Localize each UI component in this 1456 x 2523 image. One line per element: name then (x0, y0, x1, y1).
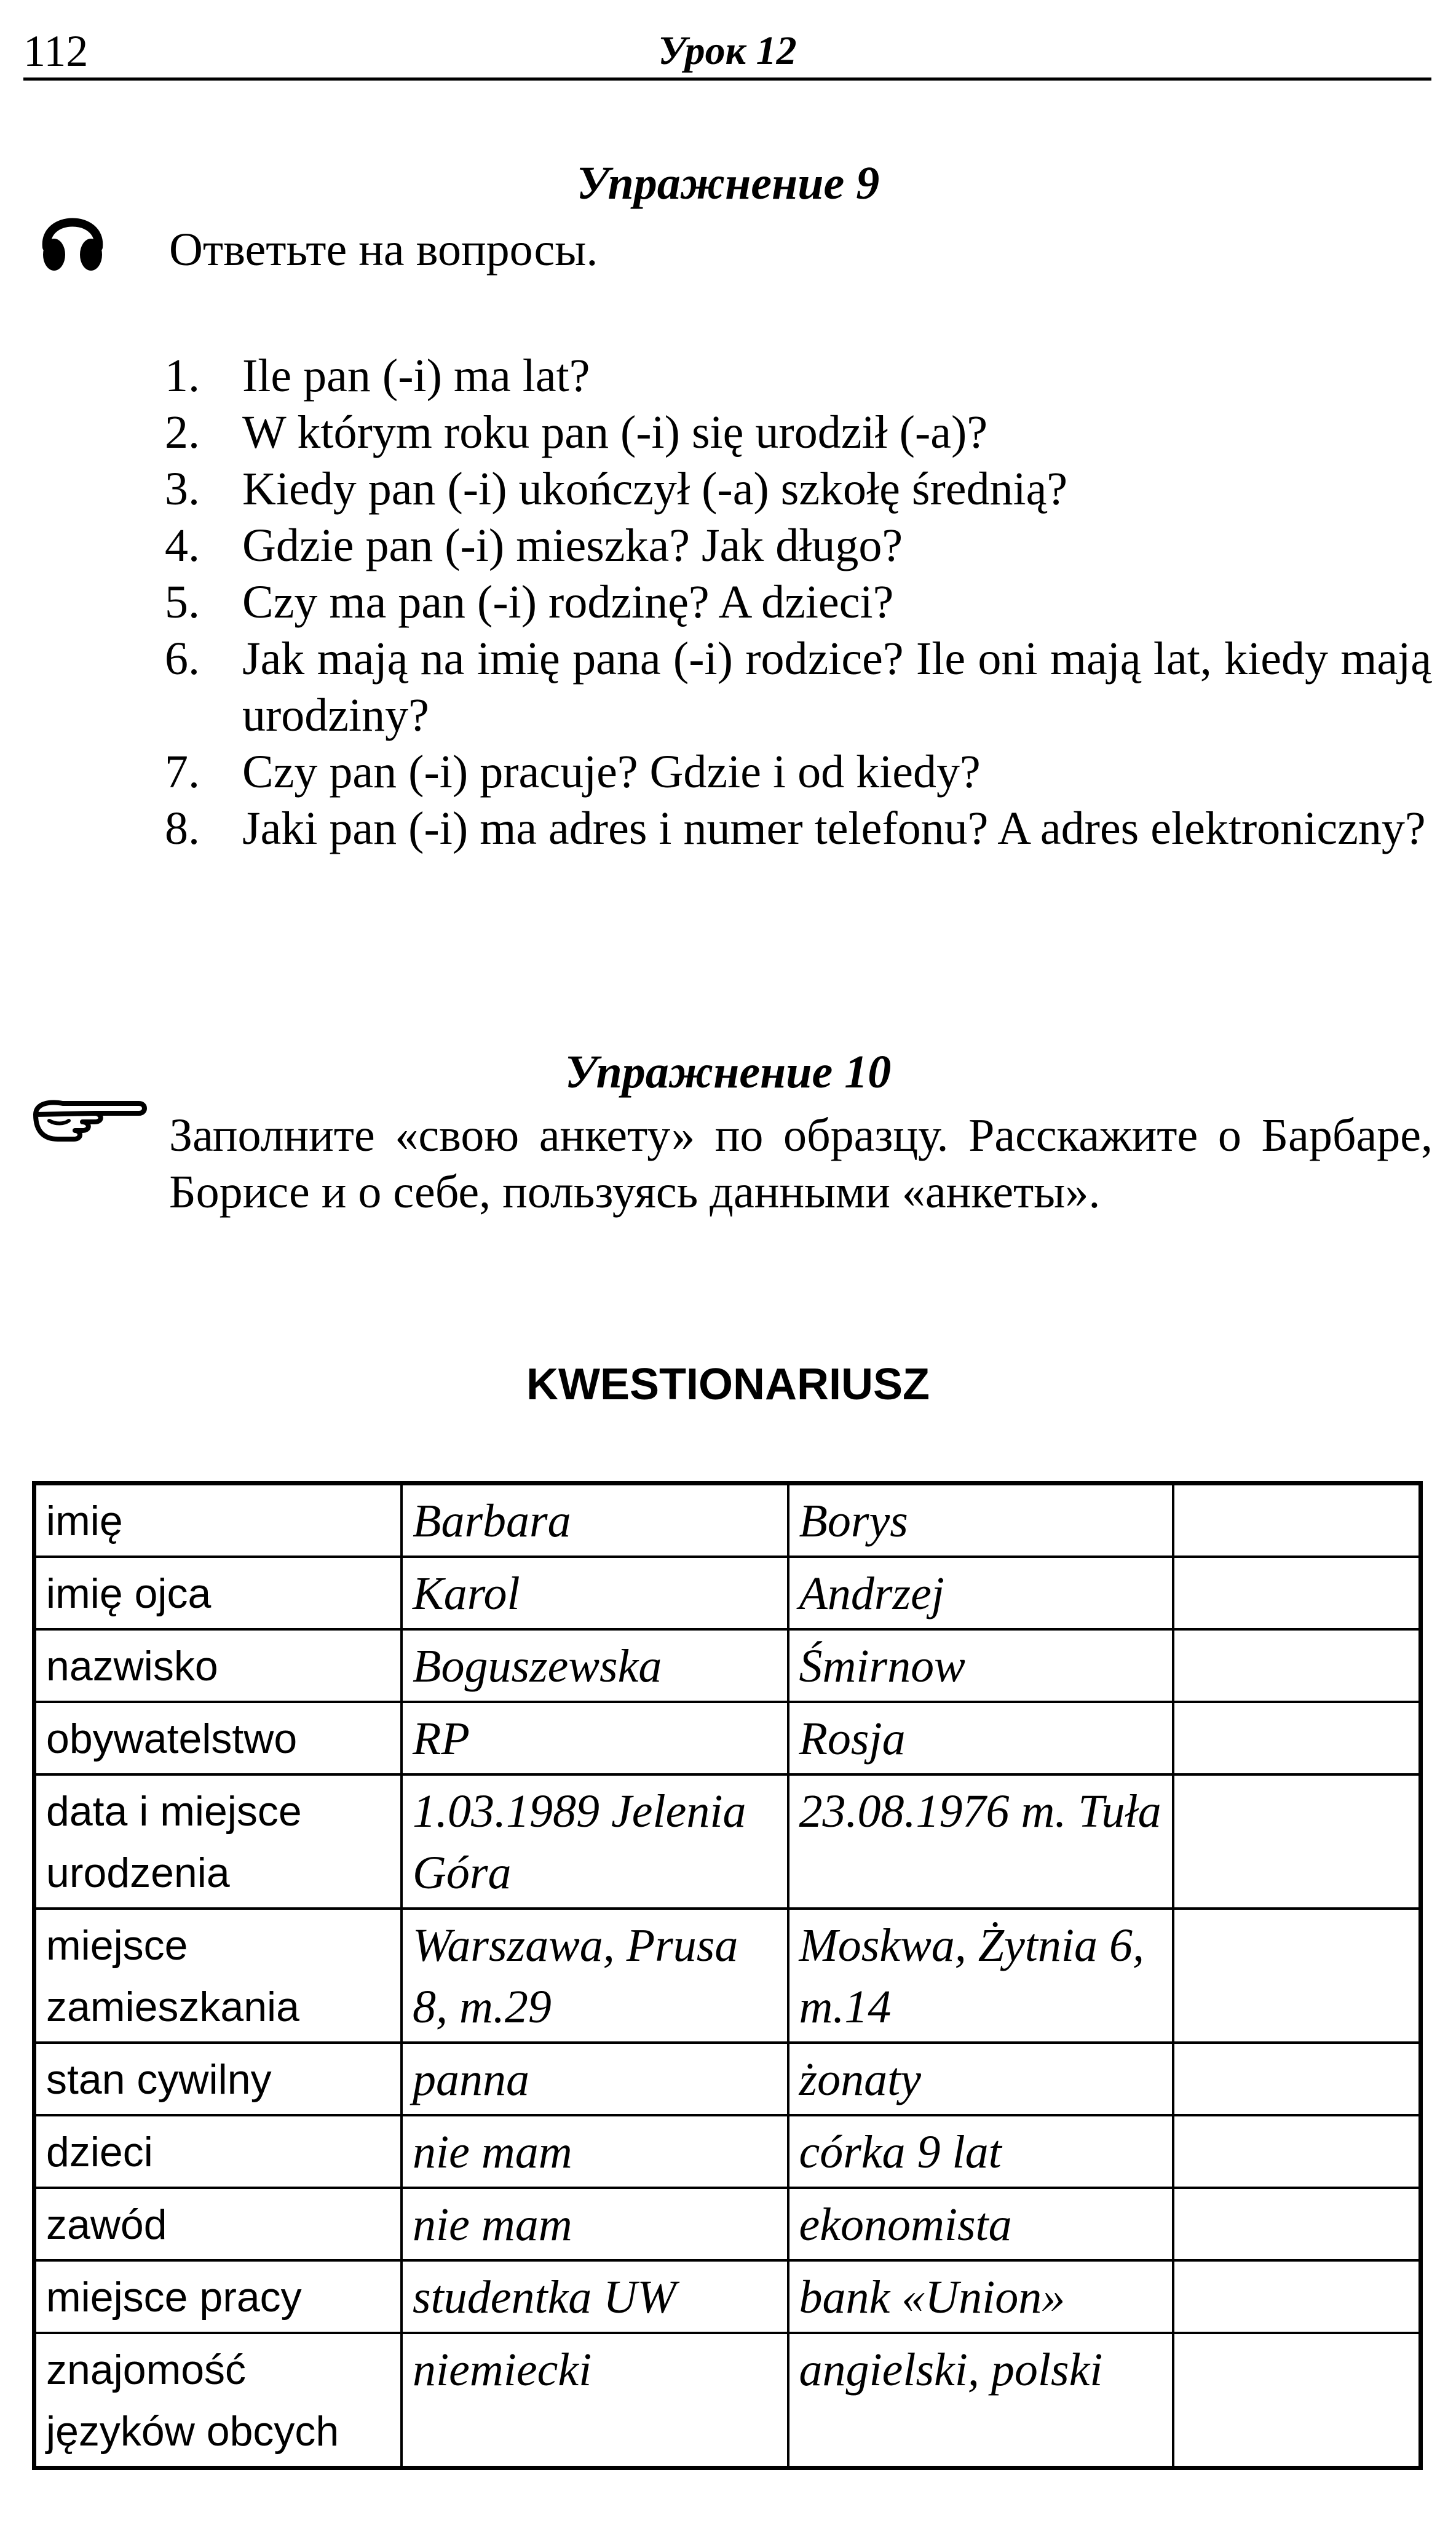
list-item (165, 517, 1431, 574)
borys-value: 23.08.1976 m. Tuła (788, 1774, 1173, 1909)
question-number: 5. (165, 576, 200, 628)
barbara-value: Warszawa, Prusa 8, m.29 (402, 1909, 788, 2043)
list-item (165, 744, 1431, 800)
field-label: imię ojca (34, 1557, 402, 1629)
question-text: Czy ma pan (-i) rodzinę? A dzieci? (242, 576, 894, 628)
table-row (34, 1909, 1421, 2043)
list-item (165, 404, 1431, 461)
field-label: zawód (34, 2188, 402, 2260)
question-text: Ile pan (-i) ma lat? (242, 350, 590, 402)
table-row (34, 2115, 1421, 2188)
question-text: Kiedy pan (-i) ukończył (-a) szkołę średnią? (242, 463, 1068, 515)
own-answer-cell[interactable] (1173, 1484, 1421, 1557)
headphones-icon (36, 203, 109, 276)
exercise-10-instruction: Заполните «свою анкету» по образцу. Расскажите о Барбаре, Борисе и о себе, пользуясь данными «анкеты». (169, 1110, 1433, 1218)
field-label: miejsce zamieszkania (34, 1909, 402, 2043)
list-item (165, 630, 1431, 744)
barbara-value: niemiecki (402, 2333, 788, 2468)
field-label: imię (34, 1484, 402, 1557)
table-row (34, 1629, 1421, 1702)
borys-value: żonaty (788, 2043, 1173, 2115)
pointing-hand-icon (31, 1090, 148, 1151)
own-answer-cell[interactable] (1173, 1774, 1421, 1909)
field-label: dzieci (34, 2115, 402, 2188)
barbara-value: RP (402, 1702, 788, 1774)
field-label: stan cywilny (34, 2043, 402, 2115)
running-head: Урок 12 (658, 28, 797, 73)
own-answer-cell[interactable] (1173, 1629, 1421, 1702)
field-label: data i miejsce urodzenia (34, 1774, 402, 1909)
question-number: 3. (165, 463, 200, 515)
questionnaire-table (32, 1481, 1423, 2470)
own-answer-cell[interactable] (1173, 1909, 1421, 2043)
list-item (165, 348, 1431, 404)
field-label: obywatelstwo (34, 1702, 402, 1774)
borys-value: angielski, polski (788, 2333, 1173, 2468)
barbara-value: Boguszewska (402, 1629, 788, 1702)
borys-value: Moskwa, Żytnia 6, m.14 (788, 1909, 1173, 2043)
borys-value: ekonomista (788, 2188, 1173, 2260)
list-item (165, 800, 1431, 857)
question-number: 4. (165, 520, 200, 571)
own-answer-cell[interactable] (1173, 2188, 1421, 2260)
question-text: W którym roku pan (-i) się urodził (-a)? (242, 407, 988, 458)
own-answer-cell[interactable] (1173, 2043, 1421, 2115)
list-item (165, 461, 1431, 517)
table-row (34, 2333, 1421, 2468)
exercise-9-title: Упражнение 9 (576, 157, 880, 209)
table-row (34, 1557, 1421, 1629)
question-list (165, 348, 1431, 857)
own-answer-cell[interactable] (1173, 1557, 1421, 1629)
question-number: 2. (165, 407, 200, 458)
borys-value: bank «Union» (788, 2260, 1173, 2333)
question-text: Jak mają na imię pana (-i) rodzice? Ile oni mają lat, kiedy mają urodziny? (242, 633, 1431, 741)
page-header (23, 25, 1431, 81)
list-item (165, 574, 1431, 630)
exercise-10-title: Упражнение 10 (564, 1046, 892, 1098)
table-row (34, 1484, 1421, 1557)
question-number: 6. (165, 633, 200, 685)
table-row (34, 1702, 1421, 1774)
question-text: Jaki pan (-i) ma adres i numer telefonu? A adres elektroniczny? (242, 803, 1426, 854)
borys-value: Borys (788, 1484, 1173, 1557)
table-row (34, 2260, 1421, 2333)
own-answer-cell[interactable] (1173, 2115, 1421, 2188)
question-number: 7. (165, 746, 200, 798)
borys-value: córka 9 lat (788, 2115, 1173, 2188)
form-title: KWESTIONARIUSZ (526, 1360, 930, 1409)
table-row (34, 1774, 1421, 1909)
field-label: miejsce pracy (34, 2260, 402, 2333)
page-number: 112 (23, 26, 89, 76)
barbara-value: 1.03.1989 Jelenia Góra (402, 1774, 788, 1909)
own-answer-cell[interactable] (1173, 2333, 1421, 2468)
borys-value: Andrzej (788, 1557, 1173, 1629)
field-label: znajomość języków obcych (34, 2333, 402, 2468)
table-row (34, 2043, 1421, 2115)
question-number: 1. (165, 350, 200, 402)
borys-value: Rosja (788, 1702, 1173, 1774)
barbara-value: panna (402, 2043, 788, 2115)
barbara-value: nie mam (402, 2188, 788, 2260)
barbara-value: nie mam (402, 2115, 788, 2188)
own-answer-cell[interactable] (1173, 2260, 1421, 2333)
question-text: Gdzie pan (-i) mieszka? Jak długo? (242, 520, 903, 571)
borys-value: Śmirnow (788, 1629, 1173, 1702)
own-answer-cell[interactable] (1173, 1702, 1421, 1774)
table-row (34, 2188, 1421, 2260)
barbara-value: Barbara (402, 1484, 788, 1557)
barbara-value: studentka UW (402, 2260, 788, 2333)
question-text: Czy pan (-i) pracuje? Gdzie i od kiedy? (242, 746, 981, 798)
barbara-value: Karol (402, 1557, 788, 1629)
question-number: 8. (165, 803, 200, 854)
exercise-9-instruction: Ответьте на вопросы. (169, 224, 598, 276)
field-label: nazwisko (34, 1629, 402, 1702)
